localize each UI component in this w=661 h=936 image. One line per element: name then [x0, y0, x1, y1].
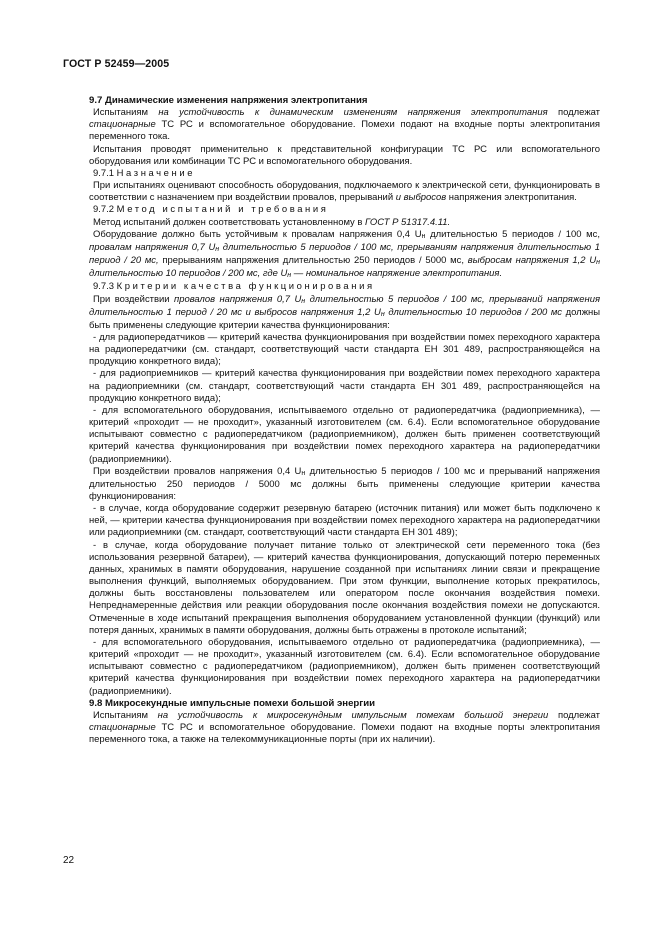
list-item: - для вспомогательного оборудования, испытываемого отдельно от радиопередатчика (радиоприемника), — критерий «проходит — не проходит», указанный изготовителем (см. 6.4). Если вспомогательное оборудование испытывают совместно с радиопередатчиком (радиоприемником), должен быть применен соответствующий критерий качества функционирования при воздействии помех переходного характера на радиопередатчики (радиоприемники).	[89, 404, 600, 465]
purpose-paragraph: При испытаниях оценивают способность оборудования, подключаемого к электрической сети, функционировать в соответствии с назначением при воздействии провалов, прерываний и выбросов напряжения электропитания.	[89, 180, 600, 204]
section-9-8-intro-paragraph: Испытаниям на устойчивость к микросекундным импульсным помехам большой энергии подлежат стационарные ТС РС и вспомогательное оборудование. Помехи подают на входные порты электропитания переменного тока, а также на телекоммуникационные порты (при их наличии).	[89, 709, 600, 746]
document-body	[89, 95, 600, 746]
test-method-paragraph: Метод испытаний должен соответствовать установленному в ГОСТ Р 51317.4.11.	[93, 216, 451, 228]
subsection-9-7-2-heading: 9.7.2 Метод испытаний и требования	[93, 204, 329, 216]
criteria-intro-paragraph: При воздействии провалов напряжения 0,7 Uн длительностью 5 периодов / 100 мс, прерываний напряжения длительностью 1 период / 20 мс и выбросов напряжения 1,2 Uн длительностью 10 периодов / 200 мс должны быть применены следующие критерии качества функционирования:	[89, 293, 601, 331]
immunity-levels-paragraph: Оборудование должно быть устойчивым к провалам напряжения 0,4 Uн длительностью 5 периодов / 100 мс, провалам напряжения 0,7 Uн длительностью 5 периодов / 100 мс, прерываниям напряжения длительностью 1 период / 20 мс, прерываниям напряжения длительностью 250 периодов / 5000 мс, выбросам напряжения 1,2 Uн длительностью 10 периодов / 200 мс, где Uн — номинальное напряжение электропитания.	[89, 228, 601, 280]
list-item: - для вспомогательного оборудования, испытываемого отдельно от радиопередатчика (радиоприемника), — критерий «проходит — не проходит», указанный изготовителем (см. 6.4). Если вспомогательное оборудование испытывают совместно с радиопередатчиком (радиоприемником), должен быть применен соответствующий критерий качества функционирования при воздействии помех переходного характера на радиопередатчики (радиоприемники).	[89, 636, 600, 697]
list-item: - для радиопередатчиков — критерий качества функционирования при воздействии помех переходного характера на радиопередатчики (см. стандарт, соответствующий части стандарта ЕН 301 489, распространяющейся на продукцию конкретного вида);	[89, 331, 600, 368]
document-header: ГОСТ Р 52459—2005	[63, 58, 170, 70]
subsection-9-7-1-heading: 9.7.1 Назначение	[93, 167, 196, 179]
dips-criteria-paragraph: При воздействии провалов напряжения 0,4 Uн длительностью 5 периодов / 100 мс и прерываний напряжения длительностью 250 периодов / 5000 мс должны быть применены следующие критерии качества функционирования:	[89, 465, 601, 502]
list-item: - для радиоприемников — критерий качества функционирования при воздействии помех переходного характера на радиоприемники (см. стандарт, соответствующий части стандарта ЕН 301 489, распространяющейся на продукцию конкретного вида);	[89, 368, 600, 404]
section-9-7-config-paragraph: Испытания проводят применительно к представительной конфигурации ТС РС или вспомогательного оборудования или комбинации ТС РС и вспомогательного оборудования.	[89, 143, 600, 167]
section-9-7-intro-paragraph: Испытаниям на устойчивость к динамическим изменениям напряжения электропитания подлежат стационарные ТС РС и вспомогательное оборудование. Помехи подают на входные порты электропитания переменного тока.	[89, 107, 600, 143]
list-item: - в случае, когда оборудование содержит резервную батарею (источник питания) или может быть подключено к ней, — критерии качества функционирования при воздействии помех переходного характера на радиопередатчики или радиоприемники (см. стандарт, соответствующий части стандарта ЕН 301 489);	[89, 503, 600, 539]
section-9-8-heading: 9.8 Микросекундные импульсные помехи большой энергии	[89, 697, 376, 709]
page-number: 22	[63, 855, 75, 866]
section-9-7-heading: 9.7 Динамические изменения напряжения электропитания	[89, 95, 368, 106]
subsection-9-7-3-heading: 9.7.3 Критерии качества функционирования	[93, 281, 375, 293]
list-item: - в случае, когда оборудование получает питание только от электрической сети переменного тока (без использования резервной батареи), — критерий качества функционирования, допускающий потерю переменных данных, хранимых в памяти оборудования, нарушение созданной при испытаниях линии связи и прекращение выполнения функций, выполняемых оборудованием. При этом функции, выполнение которых прекратилось, должны быть восстановлены пользователем или оператором после окончания воздействия помехи. Непреднамеренные действия или реакции оборудования после окончания воздействия помехи не допускаются. Отмеченные в ходе испытаний прекращения выполнения оборудованием установленной функции (функций) или потеря данных, хранимых в памяти оборудования, должны быть отражены в протоколе испытаний;	[89, 539, 600, 636]
